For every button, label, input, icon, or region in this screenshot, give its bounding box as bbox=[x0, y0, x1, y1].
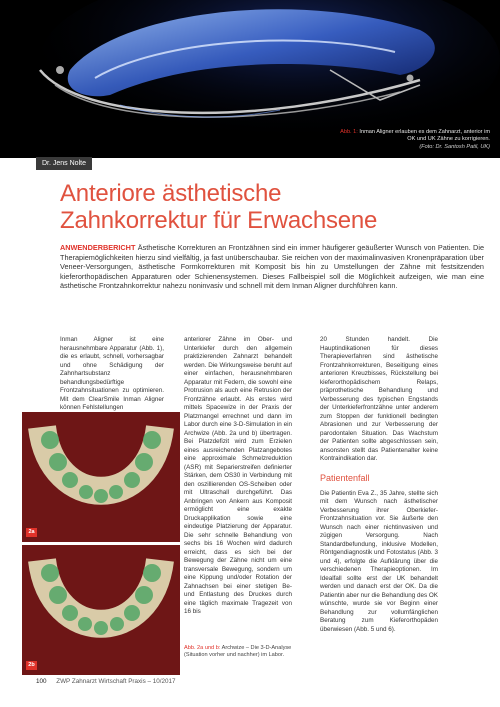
hero-caption-credit: (Foto: Dr. Santosh Patil, UK) bbox=[419, 143, 490, 150]
col3-paragraph-1: 20 Stunden handelt. Die Hauptindikationen für dieses Therapieverfahren sind ästhetische Frontzahnkorrekturen, Beseitigung eines anterioren Kreuzbisses, Rückstellung bei kieferorthopädischem Relaps, präprothetische Behandlung und Verbesserung des typischen Engstands der Unterkieferfrontzähne unter anderem zum Stoppen der funktionell bedingten Abrasionen und zur Verbesserung der parodontalen Situation. Das Wachstum der Patienten sollte abgeschlossen sein, ansonsten stellt das Patientenalter keine Kontraindikation dar. bbox=[320, 336, 438, 462]
figure-2b-label: 2b bbox=[26, 661, 37, 670]
title-line-1: Anteriore ästhetische bbox=[60, 180, 282, 207]
column-1 bbox=[60, 336, 164, 413]
column-3 bbox=[320, 336, 438, 634]
archwize-image-before bbox=[22, 412, 180, 542]
page-footer bbox=[36, 678, 176, 685]
col3-paragraph-2: Die Patientin Eva Z., 35 Jahre, stellte sich mit dem Wunsch nach ästhetischer Verbesserung ihrer Oberkiefer-Frontzahnsituation vor. Sie äußerte den Wunsch nach einer nichtinvasiven und zügigen Versorgung. Nach Standardbefundung, inklusive Modellen, Röntgendiagnostik und Fotostatus (Abb. 3 und 4), erfolgte die Aufklärung über die verschiedenen Therapieoptionen. Im Idealfall sollte erst der UK behandelt werden und danach erst der OK. Da die Patientin aber nur die Behandlung des OK wünschte, wurde sie vor Beginn einer Behandlung zur vollumfänglichen Beratung zum Kieferorthopäden überwiesen (Abb. 5 und 6). bbox=[320, 489, 438, 633]
lead-paragraph bbox=[60, 243, 484, 291]
author-tag: Dr. Jens Nolte bbox=[36, 157, 92, 170]
archwize-image-after bbox=[22, 545, 180, 675]
title-line-2: Zahnkorrektur für Erwachsene bbox=[60, 207, 378, 234]
figure-2-caption-label: Abb. 2a und b: bbox=[184, 645, 221, 651]
lead-text: Ästhetische Korrekturen an Frontzähnen sind ein immer häufigerer geäußerter Wunsch von Patienten. Die Therapiemöglichkeiten hierzu sind vielfältig, ja fast unüberschaubar. Sie reichen von der maximalinvasiven Kronenpräparation über Veneer-Versorgungen, ästhetische Formkorrekturen mit Komposit bis hin zu Umstellungen der Zähne mit festsitzenden kieferorthopädischen Apparaturen oder Schienensystemen. Dieses Fallbeispiel soll die Möglichkeit aufzeigen, wie man eine ästhetische Frontzahnkorrektur nahezu noninvasiv und schnell mit dem Inman Aligner durchführen kann. bbox=[60, 243, 485, 291]
hero-caption-label: Abb. 1: bbox=[340, 129, 358, 135]
figure-2-caption-text: Archwize – Die 3-D-Analyse (Situation vorher und nachher) im Labor. bbox=[184, 645, 292, 659]
hero-caption bbox=[340, 129, 490, 151]
section-heading-patientenfall: Patientenfall bbox=[320, 472, 370, 483]
lead-kicker: ANWENDERBERICHT bbox=[60, 243, 136, 252]
page-number: 100 bbox=[36, 678, 47, 685]
article-title bbox=[60, 180, 480, 234]
col1-text: Inman Aligner ist eine herausnehmbare Apparatur (Abb. 1), die es erlaubt, schnell, vorhersagbar und ohne Schädigung der Zahnhartsubstanz behandlungsbedürftige Frontzahnsituationen zu optimieren. Mit dem ClearSmile Inman Aligner können Fehlstellungen bbox=[60, 336, 164, 411]
figure-2-caption bbox=[184, 645, 304, 659]
figure-2a-label: 2a bbox=[26, 528, 37, 537]
col2-text: anteriorer Zähne im Ober- und Unterkiefer durch den allgemein praktizierenden Zahnarzt behandelt werden. Die Wirkungsweise beruht auf einer einfachen, herausnehmbaren Apparatur mit Federn, die sowohl eine Protrusion als auch eine Retrusion der Frontzähne erlaubt. Als erstes wird mittels Spacewize in der Praxis der Platzmangel errechnet und dann im Labor durch eine 3-D-Simulation in ein Archwize (Abb. 2a und b) übertragen. Bei Platzdefizit wird zum Erzielen eines ausreichenden Platzangebotes eine approximale Schmelzreduktion (ASR) mit Separierstreifen definierter Stärken, dem OS30 in Verbindung mit den oszillierenden OS-Scheiben oder mit Ultraschall durchgeführt. Das Anbringen von Ankern aus Komposit ermöglicht eine exakte Druckapplikation sowie eine eindeutige Platzierung der Apparatur. Die sehr schnelle Behandlung von sechs bis 16 Wochen wird dadurch erreicht, dass es sich bei der Bewegung der Zähne nicht um eine transversale Bewegung, sondern um eine Kippung und/oder Rotation der Zahnachsen bei einer stetigen Be- und Entlastung des Druckes durch eine täglich maximale Tragezeit von 16 bis bbox=[184, 336, 292, 615]
figure-2a bbox=[22, 412, 180, 542]
figure-2b bbox=[22, 545, 180, 675]
column-2 bbox=[184, 336, 292, 617]
hero-caption-text: Inman Aligner erlauben es dem Zahnarzt, anterior im OK und UK Zähne zu korrigieren. bbox=[359, 129, 490, 143]
publication-name: ZWP Zahnarzt Wirtschaft Praxis – 10/2017 bbox=[56, 678, 176, 685]
hero-photo bbox=[0, 0, 500, 158]
